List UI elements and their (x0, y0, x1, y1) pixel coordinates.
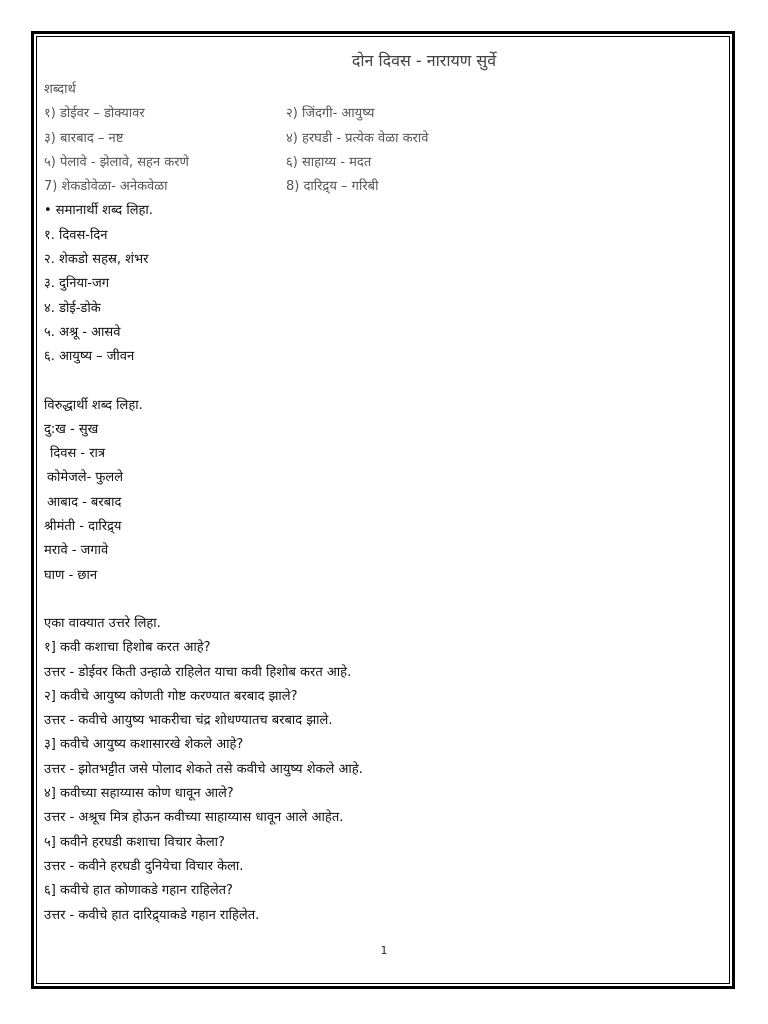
page-number: 1 (380, 944, 388, 957)
antonym-item: कोमेजले- फुलले (47, 470, 124, 486)
glossary-term: १) डोईवर – डोक्यावर (44, 106, 145, 122)
spacer (44, 370, 704, 394)
glossary-term: 7) शेकडोवेळा- अनेकवेळा (44, 179, 168, 195)
answer: उत्तर - डोईवर किती उन्हाळे राहिलेत याचा कवी हिशोब करत आहे. (44, 664, 352, 680)
glossary-term: २) जिंदगी- आयुष्य (286, 106, 375, 122)
question: १] कवी कशाचा हिशोब करत आहे? (44, 640, 211, 656)
question: ३] कवीचे आयुष्य कशासारखे शेकले आहे? (44, 737, 244, 753)
synonym-item: १. दिवस-दिन (44, 227, 108, 243)
answer: उत्तर - कवीचे हात दारिद्र्याकडे गहान राहिलेत. (44, 907, 260, 923)
antonym-item: दिवस - रात्र (50, 446, 106, 462)
glossary-term: ६) साहाय्य - मदत (286, 154, 372, 170)
antonym-item: घाण - छान (44, 567, 98, 583)
antonym-item: दु:ख - सुख (44, 421, 99, 437)
answer: उत्तर - कवीचे आयुष्य भाकरीचा चंद्र शोधण्यातच बरबाद झाले. (44, 713, 333, 729)
glossary-term: ५) पेलावे - झेलावे, सहन करणे (44, 154, 189, 170)
antonym-item: मरावे - जगावे (44, 543, 109, 559)
antonym-item: श्रीमंती - दारिद्र्य (44, 519, 122, 535)
spacer (44, 588, 704, 612)
glossary-term: ३) बारबाद – नष्ट (44, 130, 124, 146)
glossary-row (44, 151, 704, 175)
synonym-item: २. शेकडो सहस्र, शंभर (44, 252, 149, 268)
synonym-item: ६. आयुष्य – जीवन (44, 349, 135, 365)
antonym-item: आबाद - बरबाद (47, 494, 122, 510)
glossary-row (44, 102, 704, 126)
glossary-row (44, 127, 704, 151)
qa-heading: एका वाक्यात उत्तरे लिहा. (44, 615, 161, 631)
question: ६] कवीचे हात कोणाकडे गहान राहिलेत? (44, 883, 233, 899)
synonym-item: ४. डोई-डोके (44, 300, 101, 316)
answer: उत्तर - अश्रूच मित्र होऊन कवीच्या साहाय्यास धावून आले आहेत. (44, 810, 344, 826)
answer: उत्तर - कवीने हरघडी दुनियेचा विचार केला. (44, 858, 244, 874)
question: २] कवीचे आयुष्य कोणती गोष्ट करण्यात बरबाद झाले? (44, 688, 298, 704)
glossary-term: ४) हरघडी - प्रत्येक वेळा करावे (286, 130, 429, 146)
glossary-row (44, 175, 704, 199)
question: ४] कवीच्या सहाय्यास कोण धावून आले? (44, 786, 234, 802)
glossary-term: 8) दारिद्र्य – गरिबी (286, 179, 379, 195)
question: ५] कवीने हरघडी कशाचा विचार केला? (44, 834, 225, 850)
synonym-item: ३. दुनिया-जग (44, 276, 110, 292)
antonyms-heading: विरुद्धार्थी शब्द लिहा. (44, 397, 143, 413)
document-body (44, 46, 704, 928)
answer: उत्तर - झोतभट्टीत जसे पोलाद शेकते तसे कवीचे आयुष्य शेकले आहे. (44, 761, 363, 777)
synonyms-heading: • समानार्थी शब्द लिहा. (44, 203, 153, 219)
page-title: दोन दिवस - नारायण सुर्वे (351, 51, 497, 70)
synonym-item: ५. अश्रू - आसवे (44, 324, 121, 340)
glossary-heading: शब्दार्थ (44, 82, 76, 97)
